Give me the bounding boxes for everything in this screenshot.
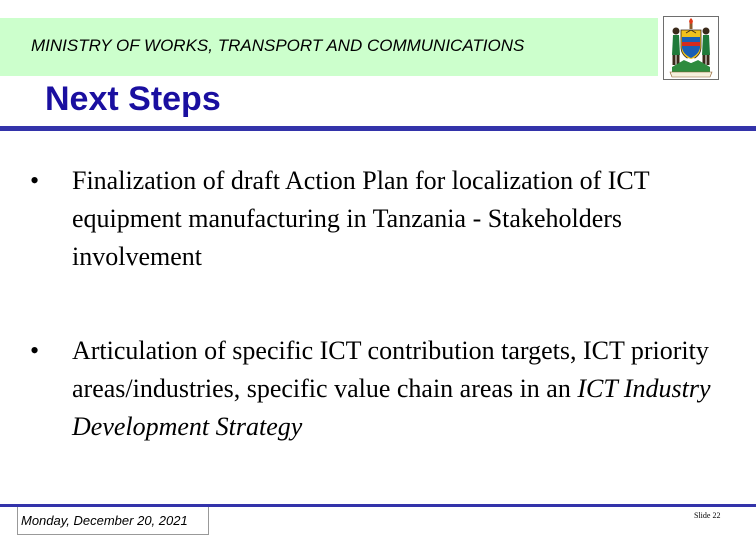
slide-title: Next Steps bbox=[45, 80, 221, 118]
ministry-title: MINISTRY OF WORKS, TRANSPORT AND COMMUNICATIONS bbox=[31, 36, 525, 55]
bullet-icon: • bbox=[30, 166, 40, 195]
bullet-text-plain: Articulation of specific ICT contribution targets, ICT priority areas/industries, specific value chain areas in an bbox=[72, 336, 709, 403]
bullet-text-italic: ICT Industry Development Strategy bbox=[72, 374, 711, 441]
bullet-text bbox=[72, 332, 730, 446]
bullet-item bbox=[30, 332, 730, 446]
title-divider bbox=[0, 126, 756, 131]
bullet-text: Finalization of draft Action Plan for localization of ICT equipment manufacturing in Tanzania - Stakeholders involvement bbox=[72, 166, 650, 271]
tanzania-coat-of-arms-icon bbox=[663, 16, 719, 80]
bullet-icon: • bbox=[30, 336, 40, 365]
bullet-item bbox=[30, 162, 730, 276]
slide-number: Slide 22 bbox=[694, 511, 721, 520]
footer-date: Monday, December 20, 2021 bbox=[21, 513, 188, 528]
